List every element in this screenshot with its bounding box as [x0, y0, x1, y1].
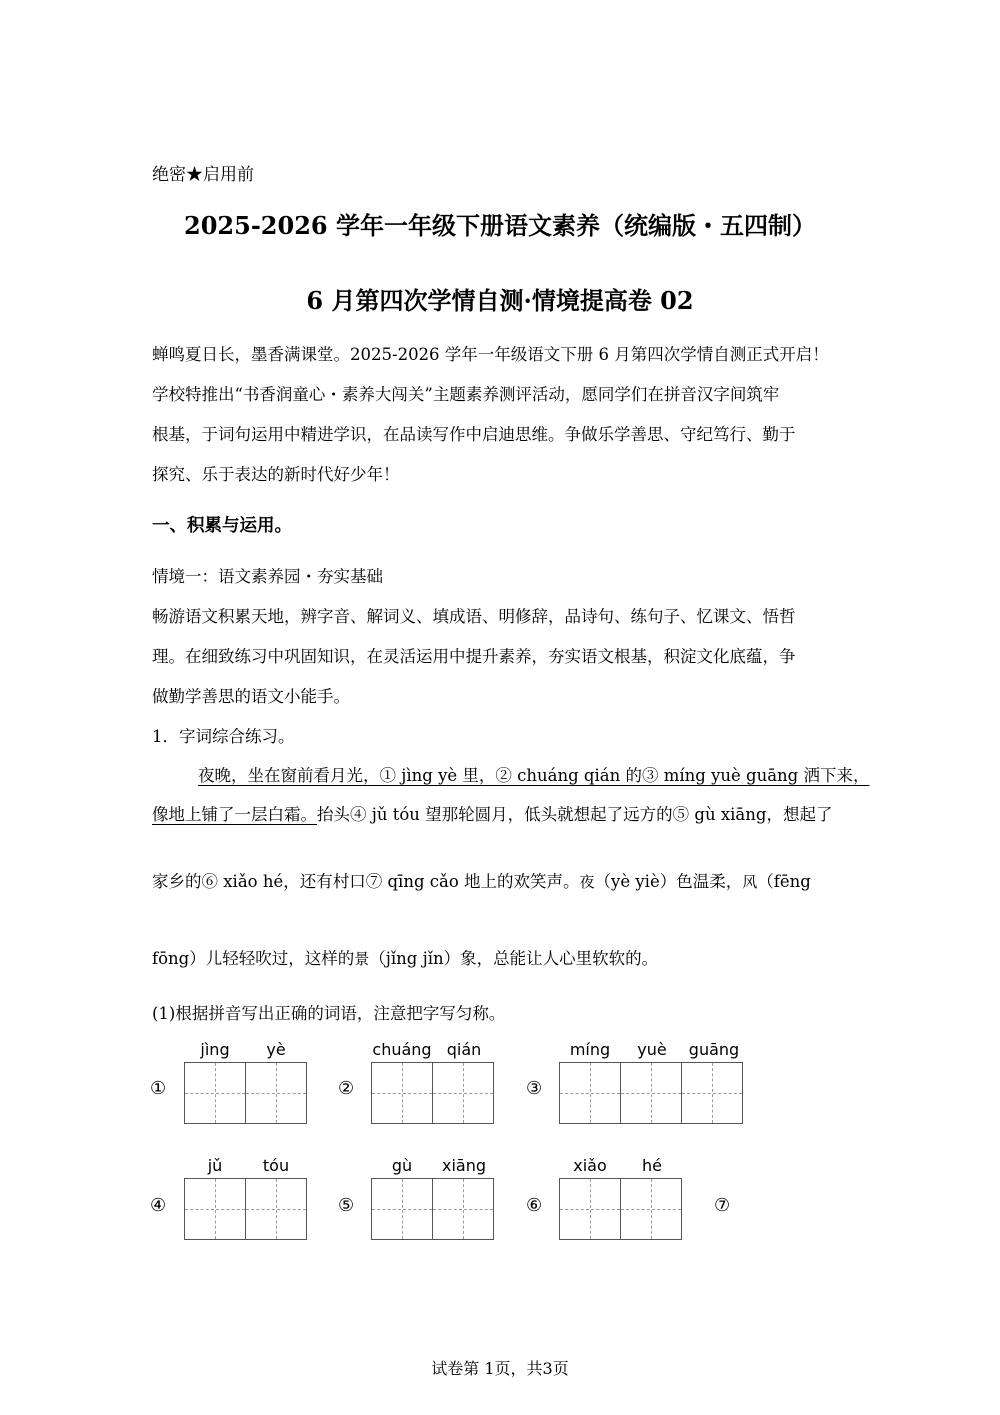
pinyin-label: yuè [637, 1040, 667, 1059]
item-number: ⑤ [338, 1195, 355, 1216]
tianzige-cell[interactable] [184, 1062, 246, 1124]
target-char: 风 [742, 873, 758, 891]
item-number: ⑥ [526, 1195, 543, 1216]
confidential-mark: 绝密★启用前 [152, 165, 254, 185]
pinyin-label: yè [266, 1040, 286, 1059]
pinyin-choice: fōng）儿轻轻吹过，这样的 [152, 949, 355, 968]
intro-line: 学校特推出“书香润童心・素养大闯关”主题素养测评活动，愿同学们在拼音汉字间筑牢 [152, 385, 780, 404]
exam-subtitle: 6 月第四次学情自测·情境提高卷 02 [306, 286, 694, 315]
target-char: 夜 [579, 873, 595, 891]
pinyin-label: jìng [200, 1040, 230, 1059]
pinyin-choice: （fēng [757, 872, 811, 891]
situation-line: 理。在细致练习中巩固知识，在灵活运用中提升素养，夯实语文根基，积淀文化底蕴，争 [152, 647, 796, 666]
writing-grid[interactable] [559, 1178, 682, 1240]
passage-line-3 [152, 868, 811, 892]
target-char: 景 [354, 950, 370, 968]
pinyin-label: xiāng [441, 1156, 486, 1175]
section-heading: 一、积累与运用。 [152, 516, 292, 536]
situation-line: 情境一：语文素养园・夯实基础 [152, 567, 383, 586]
pinyin-label: guāng [688, 1040, 740, 1059]
intro-line: 蝉鸣夏日长，墨香满课堂。2025-2026 学年一年级语文下册 6 月第四次学情自测正式开启！ [152, 345, 829, 364]
passage-underlined: 像地上铺了一层白霜。 [152, 805, 317, 824]
pinyin-label: jǔ [207, 1156, 223, 1175]
tianzige-cell[interactable] [245, 1178, 307, 1240]
intro-line: 根基，于词句运用中精进学识，在品读写作中启迪思维。争做乐学善思、守纪笃行、勤于 [152, 425, 796, 444]
passage-text: 抬头④ jǔ tóu 望那轮圆月，低头就想起了远方的⑤ gù xiāng，想起了 [317, 805, 833, 824]
passage-line-1 [198, 762, 869, 786]
situation-line: 畅游语文积累天地，辨字音、解词义、填成语、明修辞，品诗句、练句子、忆课文、悟哲 [152, 607, 796, 626]
item-number: ③ [526, 1078, 543, 1099]
writing-grid[interactable] [184, 1178, 307, 1240]
tianzige-cell[interactable] [371, 1062, 433, 1124]
writing-grid[interactable] [371, 1062, 494, 1124]
pinyin-label: tóu [262, 1156, 290, 1175]
tianzige-cell[interactable] [559, 1178, 621, 1240]
pinyin-label: qián [446, 1040, 482, 1059]
pinyin-choice: （yè yiè）色温柔， [594, 872, 743, 891]
item-number: ① [150, 1078, 167, 1099]
item-number: ④ [150, 1195, 167, 1216]
tianzige-cell[interactable] [432, 1062, 494, 1124]
tianzige-cell[interactable] [371, 1178, 433, 1240]
pinyin-label: chuáng [372, 1040, 432, 1059]
question-1-label: 1．字词综合练习。 [152, 727, 295, 746]
passage-text: （jǐng jǐn）象，总能让人心里软软的。 [369, 949, 659, 968]
pinyin-label: míng [569, 1040, 611, 1059]
tianzige-cell[interactable] [620, 1178, 682, 1240]
tianzige-cell[interactable] [620, 1062, 682, 1124]
pinyin-label: xiǎo [573, 1156, 607, 1175]
pinyin-label: gù [391, 1156, 413, 1175]
passage-line-2 [152, 801, 832, 825]
item-number: ② [338, 1078, 355, 1099]
tianzige-cell[interactable] [681, 1062, 743, 1124]
intro-line: 探究、乐于表达的新时代好少年！ [152, 465, 400, 484]
tianzige-cell[interactable] [245, 1062, 307, 1124]
item-number: ⑦ [714, 1195, 731, 1216]
tianzige-cell[interactable] [559, 1062, 621, 1124]
passage-underlined: 夜晚，坐在窗前看月光，① jìng yè 里，② chuáng qián 的③ míng yuè guāng 洒下来， [198, 766, 870, 785]
writing-grid[interactable] [371, 1178, 494, 1240]
passage-text: 家乡的⑥ xiǎo hé，还有村口⑦ qīng cǎo 地上的欢笑声。 [152, 872, 580, 891]
situation-paragraph [152, 557, 852, 717]
tianzige-cell[interactable] [184, 1178, 246, 1240]
writing-grid[interactable] [559, 1062, 743, 1124]
intro-paragraph [152, 335, 852, 495]
page-footer: 试卷第 1页，共3页 [431, 1359, 569, 1378]
situation-line: 做勤学善思的语文小能手。 [152, 687, 350, 706]
sub-question-1: (1)根据拼音写出正确的词语，注意把字写匀称。 [152, 1004, 506, 1023]
pinyin-label: hé [642, 1156, 662, 1175]
exam-title: 2025-2026 学年一年级下册语文素养（统编版・五四制） [184, 211, 816, 240]
tianzige-cell[interactable] [432, 1178, 494, 1240]
writing-grid[interactable] [184, 1062, 307, 1124]
passage-line-4 [152, 945, 658, 969]
